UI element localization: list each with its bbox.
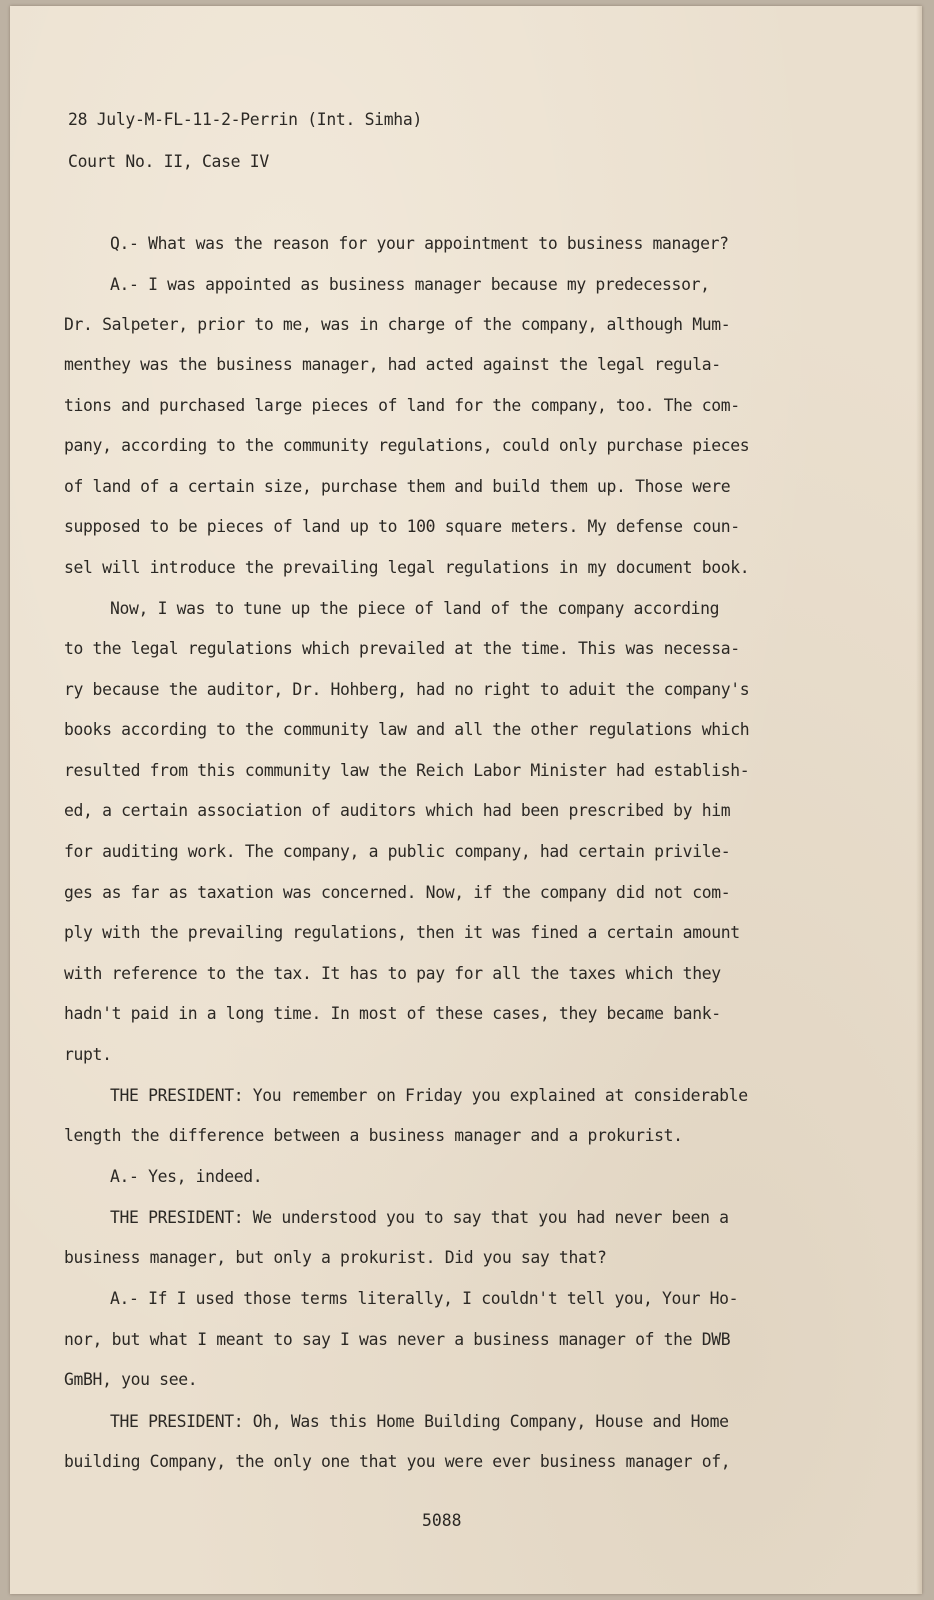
transcript-line: hadn't paid in a long time. In most of these cases, they became bank- [64,1004,721,1023]
transcript-line: A.- I was appointed as business manager because my predecessor, [110,275,710,294]
transcript-body [10,6,922,1594]
court-case-line: Court No. II, Case IV [68,152,269,171]
transcript-line: for auditing work. The company, a public company, had certain privile- [64,842,731,861]
document-reference-line: 28 July-M-FL-11-2-Perrin (Int. Simha) [68,110,423,129]
transcript-line: rupt. [64,1045,112,1064]
transcript-line: building Company, the only one that you were ever business manager of, [64,1452,731,1471]
transcript-line: GmBH, you see. [64,1370,198,1389]
transcript-line: A.- Yes, indeed. [110,1167,263,1186]
paper-edge-shadow [916,6,922,1594]
transcript-line: A.- If I used those terms literally, I couldn't tell you, Your Ho- [110,1289,739,1308]
transcript-line: Now, I was to tune up the piece of land of the company according [110,599,720,618]
transcript-line: sel will introduce the prevailing legal regulations in my document book. [64,558,750,577]
transcript-line: THE PRESIDENT: Oh, Was this Home Building Company, House and Home [110,1412,729,1431]
transcript-line: ed, a certain association of auditors which had been prescribed by him [64,801,731,820]
transcript-line: business manager, but only a prokurist. Did you say that? [64,1248,607,1267]
page-number: 5088 [422,1511,462,1530]
transcript-line: to the legal regulations which prevailed at the time. This was necessa- [64,639,740,658]
transcript-line: pany, according to the community regulations, could only purchase pieces [64,436,750,455]
transcript-page [10,6,922,1594]
transcript-line: Q.- What was the reason for your appointment to business manager? [110,234,729,253]
transcript-line: books according to the community law and all the other regulations which [64,720,750,739]
transcript-line: with reference to the tax. It has to pay for all the taxes which they [64,964,721,983]
transcript-line: resulted from this community law the Reich Labor Minister had establish- [64,761,750,780]
transcript-line: Dr. Salpeter, prior to me, was in charge of the company, although Mum- [64,315,731,334]
transcript-line: THE PRESIDENT: We understood you to say that you had never been a [110,1208,729,1227]
transcript-line: ply with the prevailing regulations, then it was fined a certain amount [64,923,740,942]
transcript-line: length the difference between a business manager and a prokurist. [64,1126,683,1145]
transcript-line: supposed to be pieces of land up to 100 square meters. My defense coun- [64,517,740,536]
transcript-line: of land of a certain size, purchase them and build them up. Those were [64,477,731,496]
transcript-line: ry because the auditor, Dr. Hohberg, had no right to aduit the company's [64,680,750,699]
transcript-line: nor, but what I meant to say I was never a business manager of the DWB [64,1330,731,1349]
transcript-line: THE PRESIDENT: You remember on Friday you explained at considerable [110,1086,748,1105]
transcript-line: menthey was the business manager, had acted against the legal regula- [64,355,721,374]
transcript-line: tions and purchased large pieces of land for the company, too. The com- [64,396,740,415]
transcript-line: ges as far as taxation was concerned. Now, if the company did not com- [64,883,731,902]
